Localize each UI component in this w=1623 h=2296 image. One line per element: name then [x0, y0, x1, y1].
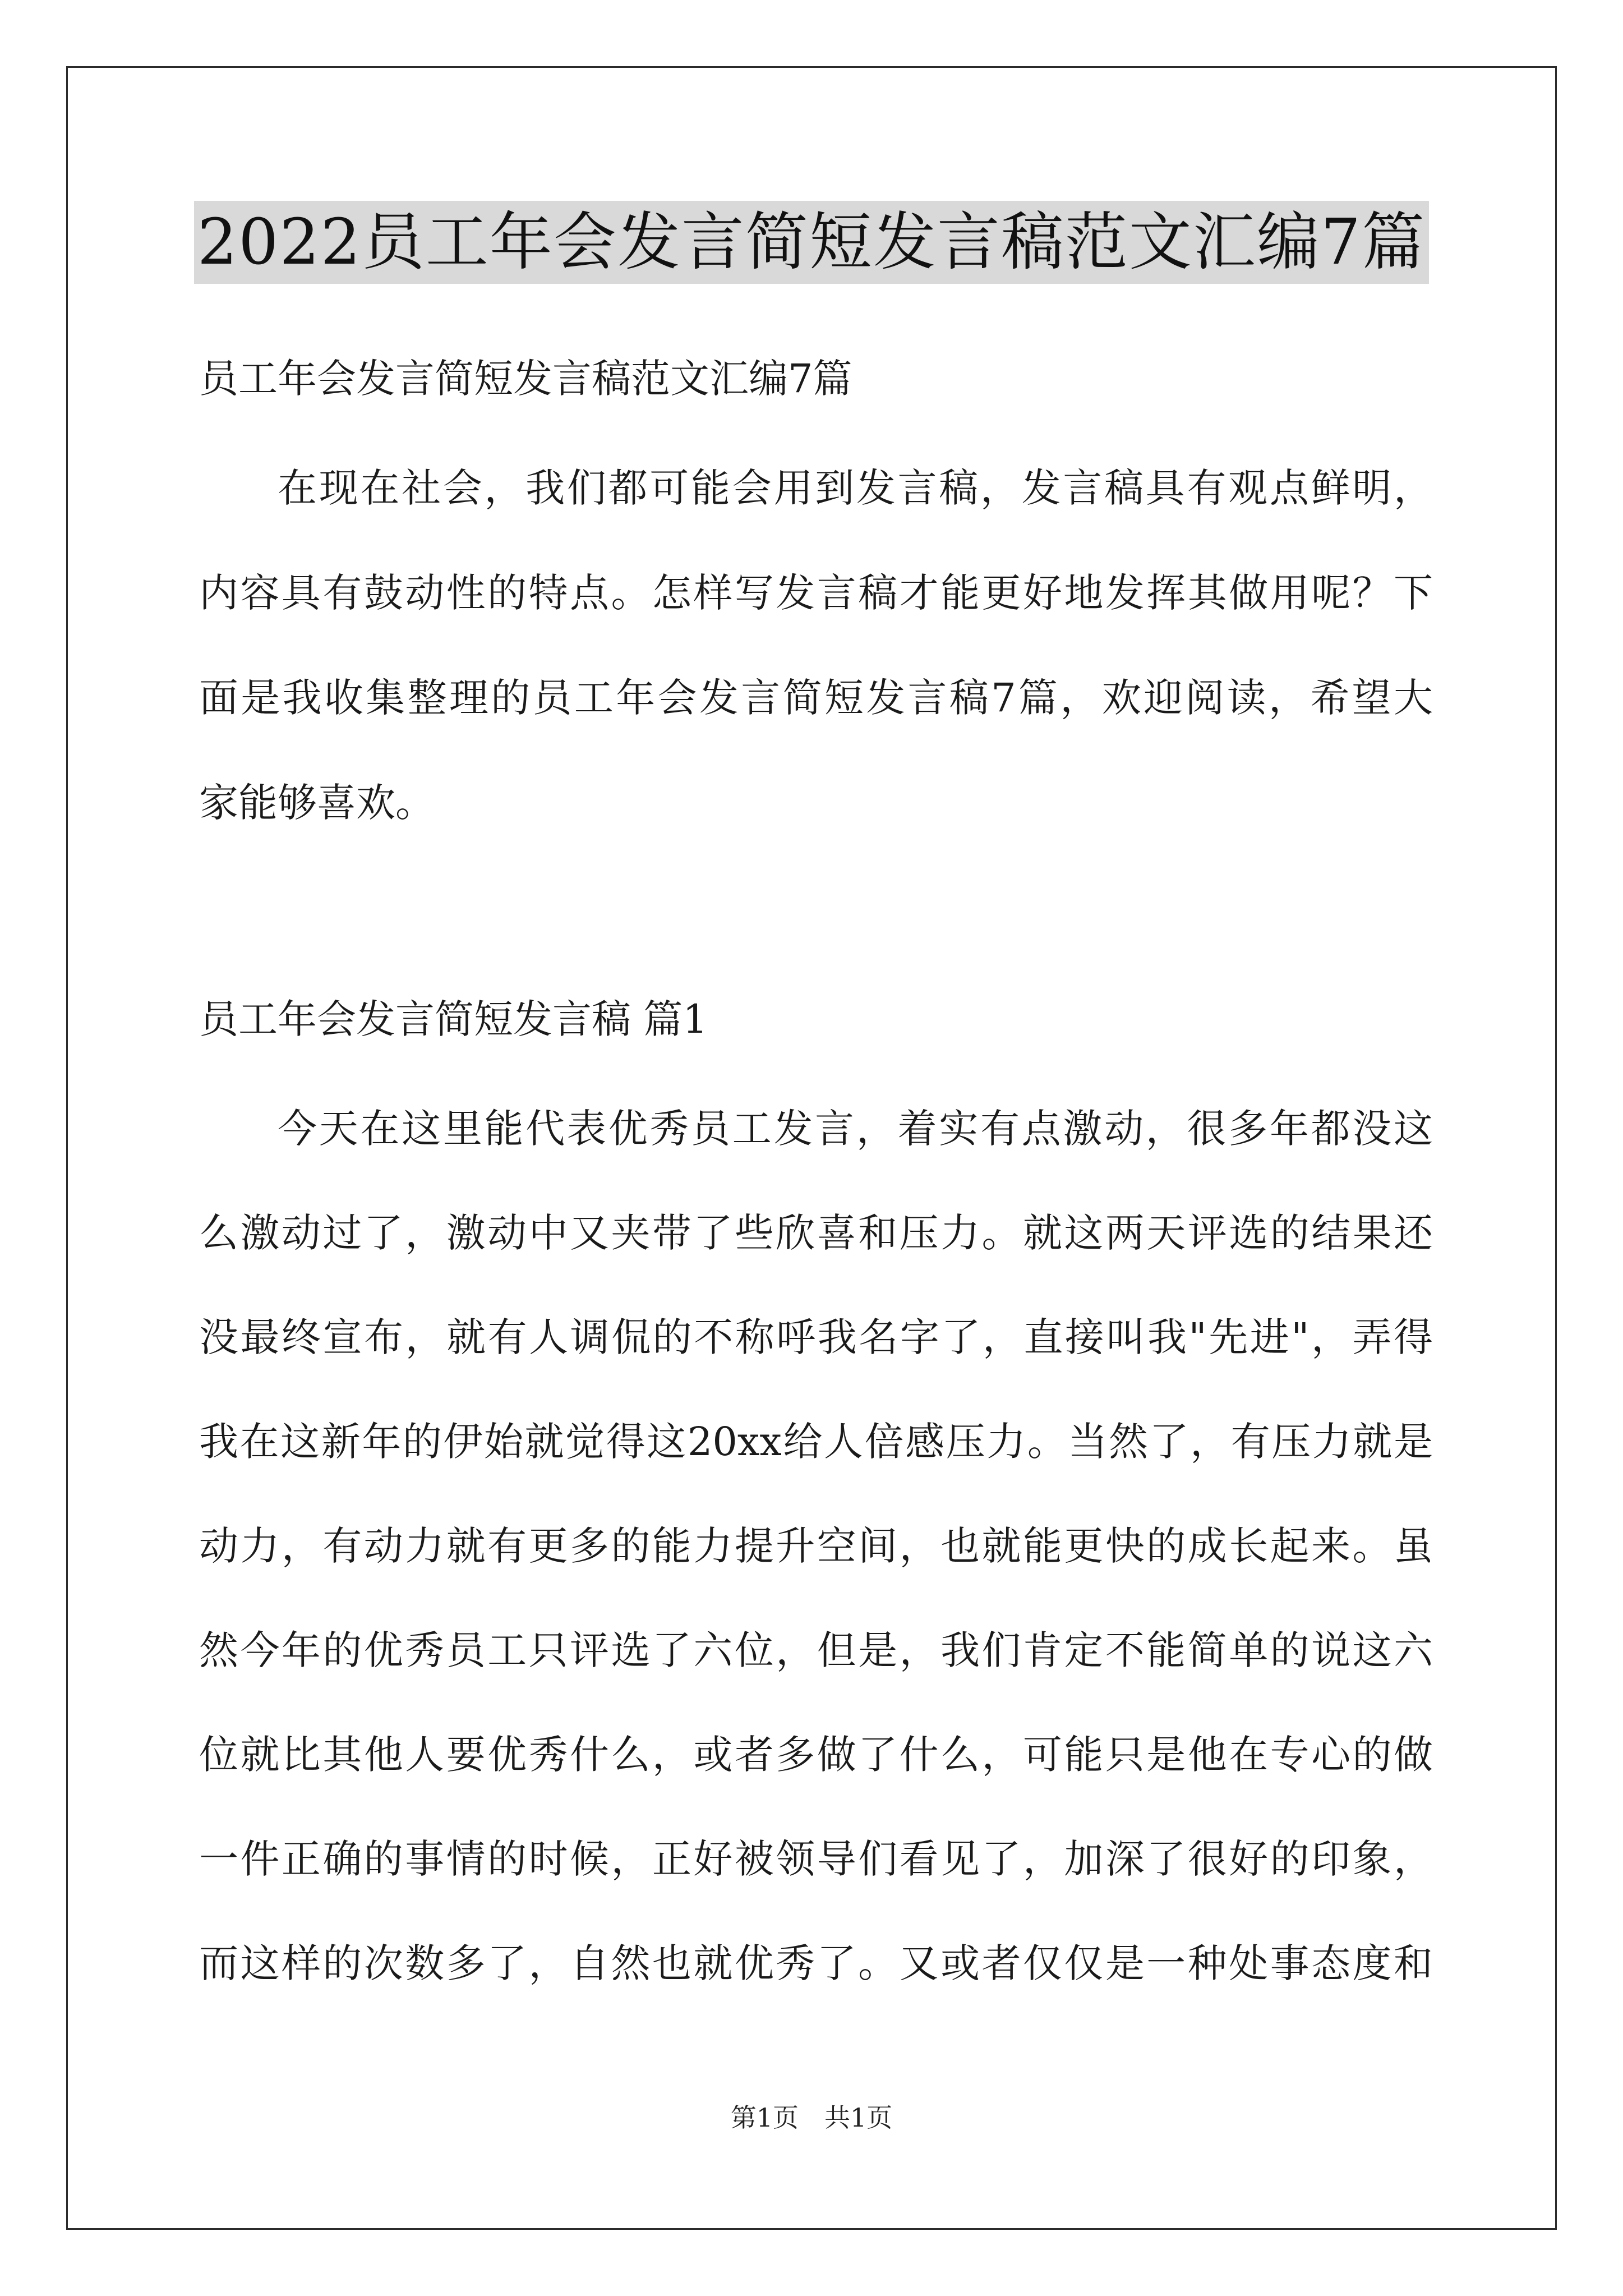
- intro-line: 在现在社会，我们都可能会用到发言稿，发言稿具有观点鲜明，: [278, 465, 1433, 511]
- paragraph-line: 么激动过了，激动中又夹带了些欣喜和压力。就这两天评选的结果还: [199, 1210, 1433, 1256]
- section-heading: 员工年会发言简短发言稿 篇1: [199, 996, 708, 1042]
- paragraph-line: 动力，有动力就有更多的能力提升空间，也就能更快的成长起来。虽: [199, 1523, 1433, 1569]
- paragraph-line: 我在这新年的伊始就觉得这20xx给人倍感压力。当然了，有压力就是: [199, 1419, 1433, 1465]
- paragraph-line: 位就比其他人要优秀什么，或者多做了什么，可能只是他在专心的做: [199, 1732, 1433, 1778]
- page-footer: 第1页 共1页: [730, 2102, 893, 2133]
- intro-line: 家能够喜欢。: [199, 780, 435, 826]
- paragraph-line: 而这样的次数多了，自然也就优秀了。又或者仅仅是一种处事态度和: [199, 1940, 1433, 1986]
- intro-line: 面是我收集整理的员工年会发言简短发言稿7篇，欢迎阅读，希望大: [199, 675, 1433, 721]
- intro-line: 内容具有鼓动性的特点。怎样写发言稿才能更好地发挥其做用呢？下: [199, 570, 1433, 616]
- subtitle: 员工年会发言简短发言稿范文汇编7篇: [199, 356, 852, 402]
- paragraph-line: 没最终宣布，就有人调侃的不称呼我名字了，直接叫我"先进"，弄得: [199, 1314, 1433, 1360]
- document-title: 2022员工年会发言简短发言稿范文汇编7篇: [194, 201, 1429, 284]
- title-container: [0, 201, 1623, 284]
- paragraph-line: 然今年的优秀员工只评选了六位，但是，我们肯定不能简单的说这六: [199, 1627, 1433, 1673]
- paragraph-line: 一件正确的事情的时候，正好被领导们看见了，加深了很好的印象，: [199, 1836, 1433, 1882]
- paragraph-line: 今天在这里能代表优秀员工发言，着实有点激动，很多年都没这: [278, 1106, 1433, 1152]
